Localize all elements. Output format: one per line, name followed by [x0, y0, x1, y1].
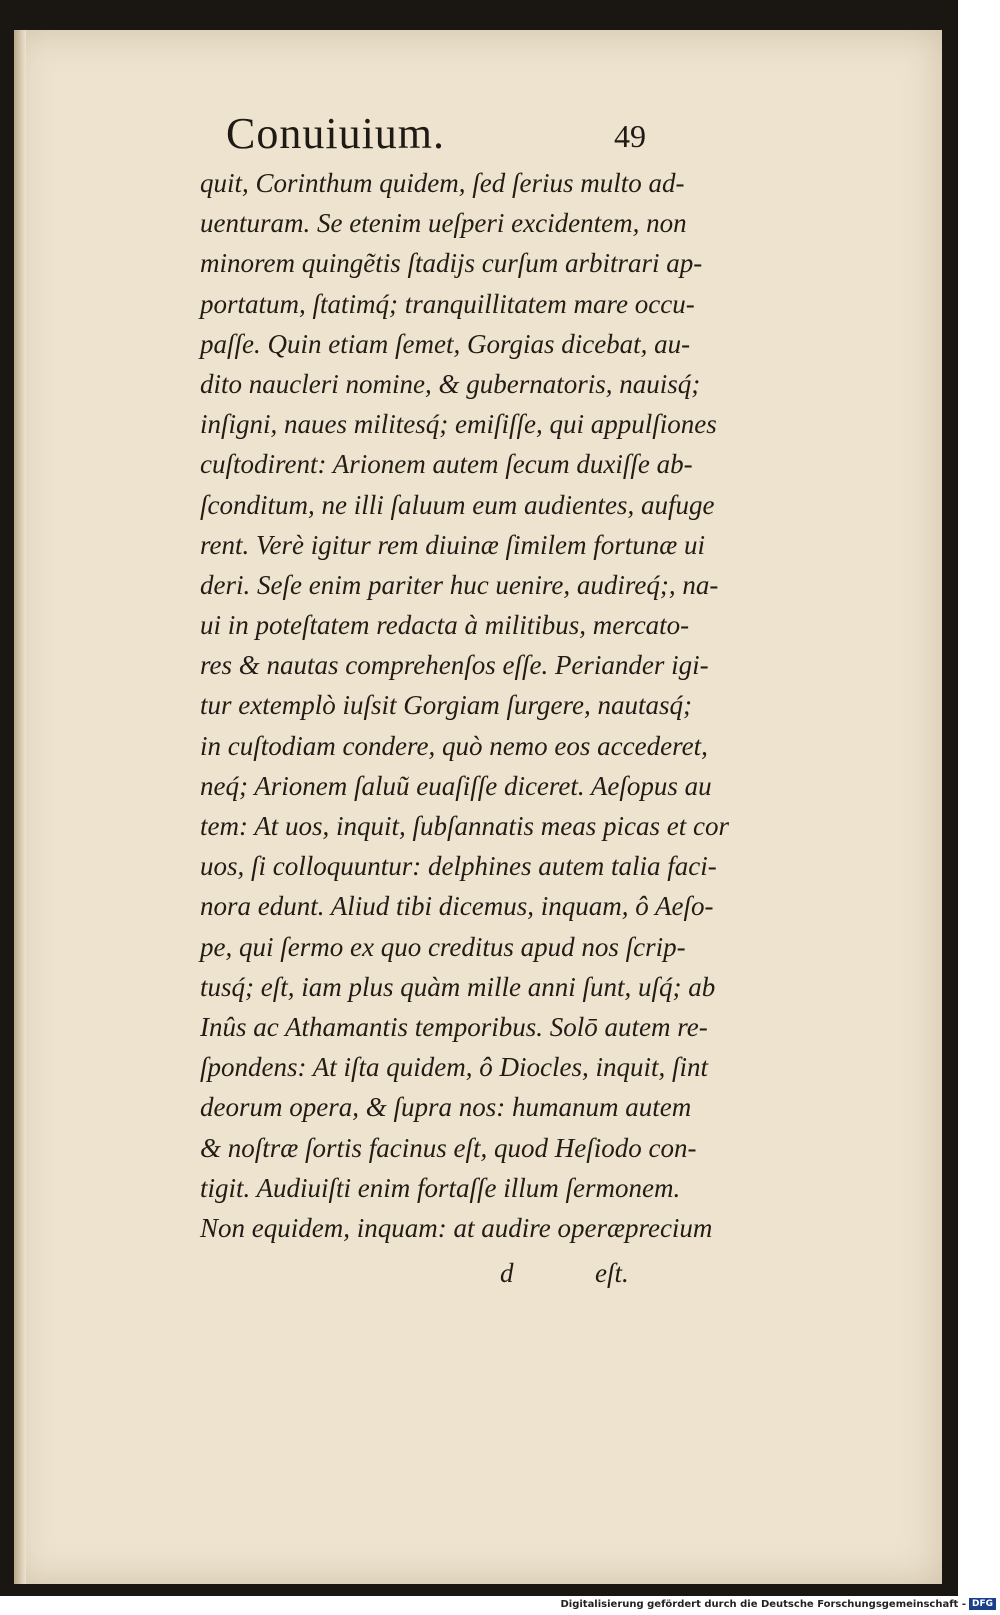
page-number: 49	[614, 118, 646, 154]
text-line: paſſe. Quin etiam ſemet, Gorgias dicebat, au-	[200, 328, 691, 359]
text-line: Non equidem, inquam: at audire operæprecium	[200, 1212, 713, 1243]
body-text	[200, 163, 729, 1248]
running-head	[14, 108, 942, 158]
catchword: eſt.	[595, 1258, 629, 1288]
text-line: quit, Corinthum quidem, ſed ſerius multo ad-	[200, 168, 685, 198]
text-line: uenturam. Se etenim ueſperi excidentem, non	[200, 208, 687, 239]
signature-mark: d	[500, 1258, 514, 1288]
text-line: inſigni, naues militesq́; emiſiſſe, qui appulſiones	[200, 409, 717, 440]
text-line: tigit. Audiuiſti enim fortaſſe illum ſermonem.	[200, 1172, 681, 1203]
digitization-credit	[560, 1598, 996, 1614]
text-line: tusq́; eſt, iam plus quàm mille anni ſunt, uſq́; ab	[200, 971, 716, 1002]
text-line: uos, ſi colloquuntur: delphines autem talia faci-	[200, 851, 717, 882]
text-line: pe, qui ſermo ex quo creditus apud nos ſcrip-	[200, 931, 686, 962]
text-line: ui in poteſtatem redacta à militibus, mercato-	[200, 610, 690, 641]
text-line: Inûs ac Athamantis temporibus. Solō autem re-	[200, 1011, 708, 1042]
running-head-title: Conuiuium.	[226, 109, 446, 158]
text-line: in cuſtodiam condere, quò nemo eos accederet,	[200, 730, 708, 761]
text-line: minorem quingẽtis ſtadijs curſum arbitrari ap-	[200, 248, 703, 279]
text-line: ſconditum, ne illi ſaluum eum audientes, aufuge	[200, 489, 715, 520]
text-line: nora edunt. Aliud tibi dicemus, inquam, ô Aeſo-	[200, 891, 714, 922]
text-line: res & nautas comprehenſos eſſe. Periander igi-	[200, 650, 709, 681]
text-line: tur extemplò iuſsit Gorgiam ſurgere, nautasq́;	[200, 690, 692, 721]
credit-text: Digitalisierung gefördert durch die Deutsche Forschungsgemeinschaft -	[560, 1599, 966, 1610]
catchline	[200, 1258, 670, 1298]
text-line: cuſtodirent: Arionem autem ſecum duxiſſe ab-	[200, 449, 693, 480]
dfg-logo-badge: DFG	[969, 1598, 996, 1610]
text-line: dito naucleri nomine, & gubernatoris, nauisq́;	[200, 368, 701, 399]
text-line: portatum, ſtatimq́; tranquillitatem mare occu-	[200, 288, 695, 319]
text-line: deri. Seſe enim pariter huc uenire, audireq́;, na-	[200, 569, 719, 600]
book-page	[14, 30, 942, 1584]
page-gutter-shadow	[14, 30, 26, 1584]
text-line: neq́; Arionem ſaluũ euaſiſſe diceret. Aeſopus au	[200, 770, 712, 801]
text-line: & noſtræ ſortis facinus eſt, quod Heſiodo con-	[200, 1132, 697, 1163]
text-line: ſpondens: At iſta quidem, ô Diocles, inquit, ſint	[200, 1052, 708, 1083]
text-line: tem: At uos, inquit, ſubſannatis meas picas et cor	[200, 811, 729, 841]
text-line: rent. Verè igitur rem diuinæ ſimilem fortunæ ui	[200, 529, 705, 560]
text-line: deorum opera, & ſupra nos: humanum autem	[200, 1092, 692, 1123]
